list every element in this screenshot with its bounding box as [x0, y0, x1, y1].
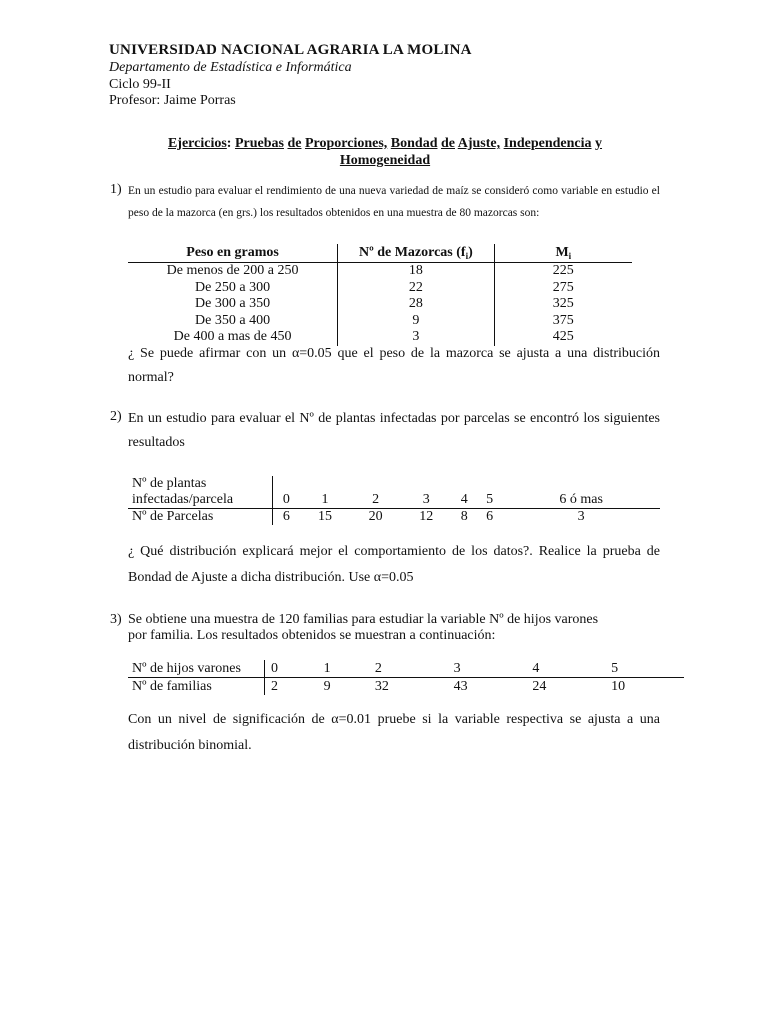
table-cell: 0 — [273, 476, 300, 509]
university-name: UNIVERSIDAD NACIONAL AGRARIA LA MOLINA — [109, 42, 472, 58]
table-cell: 6 — [282, 509, 290, 524]
department-name: Departamento de Estadística e Informática — [109, 60, 352, 75]
question-1-number: 1) — [110, 182, 122, 197]
question-3-prompt: Con un nivel de significación de α=0.01 pruebe si la variable respectiva se ajusta a una distribución binomial. — [128, 712, 660, 753]
question-2-number: 2) — [110, 409, 122, 424]
title-word: y — [595, 136, 603, 151]
col-header-mark-text: M — [555, 245, 569, 260]
row-label-line2: infectadas/parcela — [132, 492, 234, 507]
professor-label: Profesor: Jaime Porras — [109, 93, 236, 108]
question-3-text-line1: Se obtiene una muestra de 120 familias para estudiar la variable Nº de hijos varones — [128, 612, 599, 627]
title-word: de — [287, 136, 302, 151]
title-word: de — [440, 136, 455, 151]
table-cell: De 300 a 350 — [128, 296, 338, 313]
page-title-line2 — [100, 153, 670, 169]
table-cell: De 250 a 300 — [128, 280, 338, 297]
row-label — [128, 476, 273, 509]
title-word: Pruebas — [234, 136, 284, 151]
table-cell: 9 — [338, 313, 494, 330]
table-row — [128, 660, 684, 678]
table-cell: 24 — [532, 679, 547, 694]
question-3-text-line2: por familia. Los resultados obtenidos se muestran a continuación: — [128, 628, 496, 643]
table-cell: 4 — [526, 660, 605, 678]
table-cell: 3 — [448, 660, 527, 678]
row-label: Nº de hijos varones — [128, 660, 265, 678]
table-cell: 275 — [552, 279, 574, 295]
table-cell: 9 — [323, 679, 331, 694]
row-label-line1: Nº de plantas — [132, 476, 207, 491]
table-row — [128, 678, 684, 696]
col-header-count — [338, 244, 494, 263]
table-cell: 3 — [401, 476, 452, 509]
table-cell: 18 — [338, 263, 494, 280]
question-2-prompt: ¿ Qué distribución explicará mejor el comportamiento de los datos?. Realice la prueba de Bondad de Ajuste a dicha distribución. Use α=0.05 — [128, 544, 660, 585]
table-cell: 2 — [271, 679, 278, 694]
weight-table — [128, 244, 632, 346]
title-word: Ejercicios — [167, 136, 227, 151]
table-row — [128, 280, 632, 297]
table-cell: 4 — [452, 476, 477, 509]
table-cell: 2 — [350, 476, 401, 509]
table-row — [128, 263, 632, 280]
title-word: Bondad — [390, 136, 438, 151]
subscript: i — [465, 251, 469, 261]
table-cell: 20 — [368, 509, 383, 524]
table-cell: 15 — [317, 509, 332, 524]
table-cell: 32 — [374, 679, 389, 694]
title-word: Independencia — [503, 136, 592, 151]
subscript: i — [568, 251, 572, 261]
sons-table — [128, 660, 684, 695]
col-header-weight: Peso en gramos — [128, 244, 338, 263]
title-word: Homogeneidad — [339, 153, 431, 168]
row-label: Nº de Parcelas — [128, 509, 273, 526]
table-cell: 22 — [338, 280, 494, 297]
table-cell: 425 — [552, 329, 574, 344]
table-row — [128, 296, 632, 313]
title-word: Ajuste, — [457, 136, 501, 151]
question-2-text: En un estudio para evaluar el Nº de plantas infectadas por parcelas se encontró los siguientes resultados — [128, 411, 660, 450]
table-row — [128, 313, 632, 330]
table-cell: 375 — [552, 312, 574, 328]
table-cell: De menos de 200 a 250 — [128, 263, 338, 280]
table-header-row — [128, 244, 632, 263]
table-cell: 6 ó mas — [502, 476, 660, 509]
table-cell: De 400 a mas de 450 — [128, 329, 338, 346]
table-cell: 1 — [300, 476, 351, 509]
table-cell: 5 — [605, 660, 684, 678]
table-cell: 3 — [338, 329, 494, 346]
plants-table — [128, 476, 660, 525]
col-header-count-close: ) — [468, 245, 473, 260]
question-1-text: En un estudio para evaluar el rendimiento de una nueva variedad de maíz se consideró como variable en estudio el peso de la mazorca (en grs.) los resultados obtenidos en una muestra de 80 mazorcas son: — [128, 185, 660, 219]
table-row — [128, 476, 660, 509]
table-cell: 325 — [552, 296, 574, 311]
table-row — [128, 509, 660, 526]
table-cell: 5 — [477, 476, 502, 509]
question-3-number: 3) — [110, 612, 122, 627]
question-1-prompt: ¿ Se puede afirmar con un α=0.05 que el peso de la mazorca se ajusta a una distribución normal? — [128, 346, 660, 385]
table-cell: De 350 a 400 — [128, 313, 338, 330]
table-cell: 28 — [338, 296, 494, 313]
title-word: Proporciones, — [304, 136, 388, 151]
table-cell: 6 — [486, 509, 494, 524]
row-label: Nº de familias — [128, 678, 265, 696]
table-cell: 1 — [318, 660, 369, 678]
table-cell: 10 — [611, 679, 626, 694]
table-cell: 225 — [552, 263, 574, 278]
cycle-label: Ciclo 99-II — [109, 77, 171, 92]
col-header-count-text: Nº de Mazorcas (f — [358, 245, 466, 260]
table-cell: 8 — [460, 509, 468, 524]
table-cell: 0 — [265, 660, 318, 678]
table-cell: 3 — [577, 509, 585, 524]
col-header-mark — [494, 244, 632, 263]
table-cell: 2 — [369, 660, 448, 678]
page-title: Ejercicios: Pruebas de Proporciones, Bondad de Ajuste, Independencia y — [167, 136, 603, 151]
table-cell: 43 — [453, 679, 468, 694]
table-cell: 12 — [419, 509, 434, 524]
